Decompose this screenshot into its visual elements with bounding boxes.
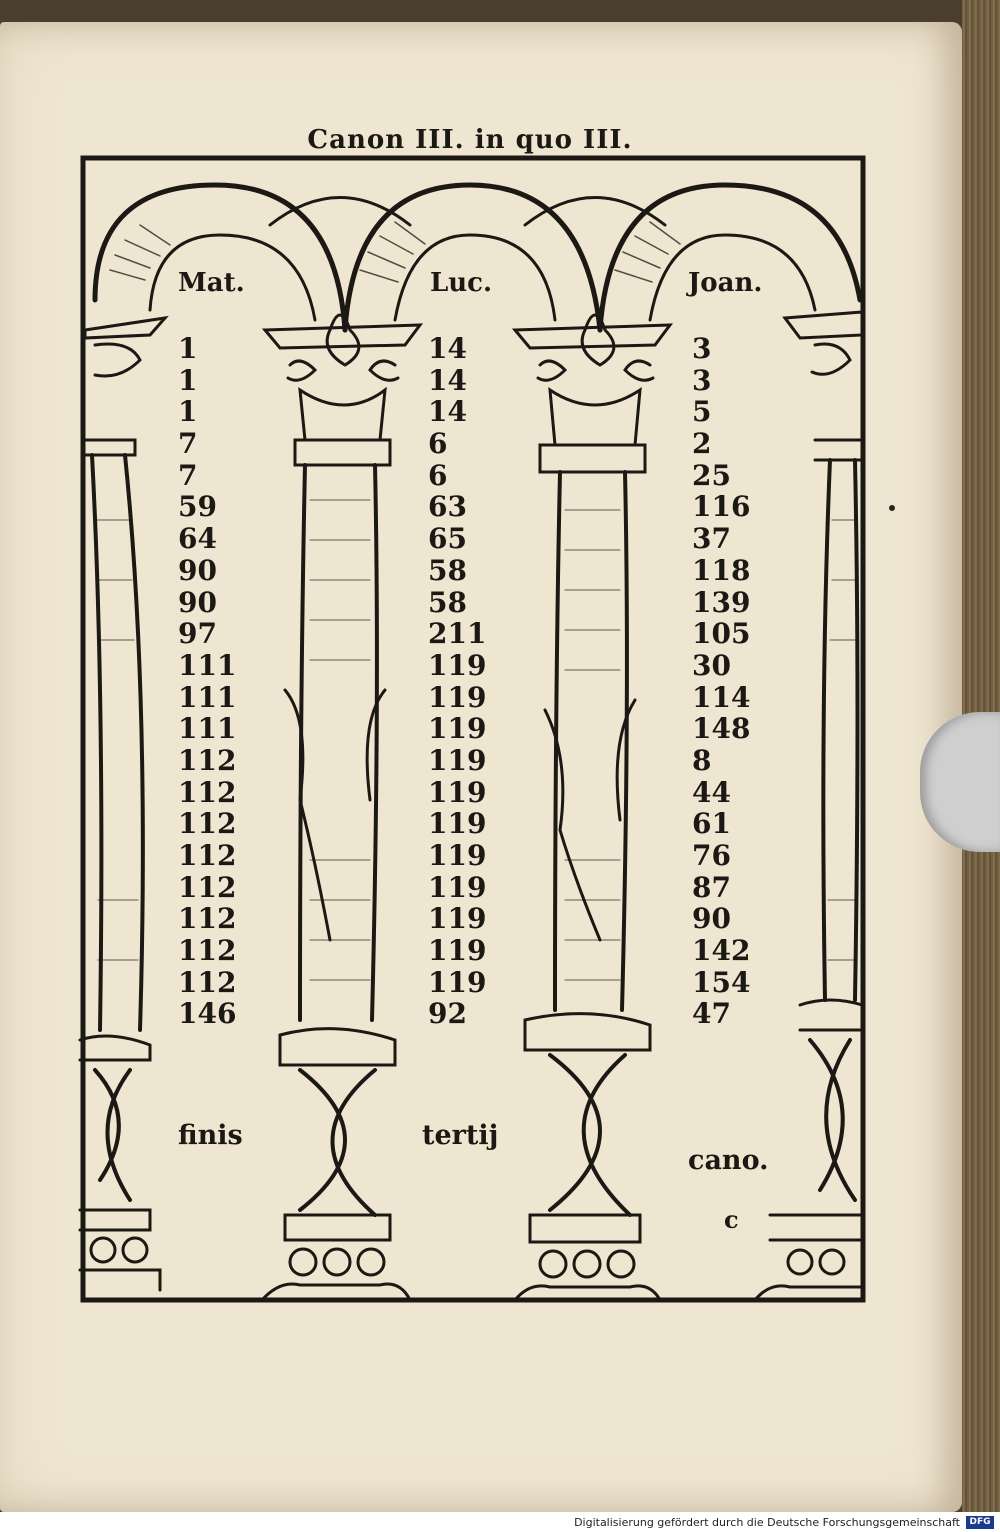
section-number: 118	[692, 553, 751, 587]
column-head-luke: Luc.	[430, 268, 493, 298]
section-number: 112	[178, 839, 237, 872]
section-number: 65	[428, 522, 467, 556]
section-number: 58	[428, 585, 467, 619]
section-number: 139	[692, 585, 751, 619]
section-number: 119	[428, 839, 487, 872]
section-number: 119	[428, 965, 487, 999]
column-numbers-matthew	[178, 333, 236, 1030]
section-number: 14	[428, 395, 467, 429]
column-head-john: Joan.	[688, 268, 763, 298]
section-number: 47	[692, 997, 731, 1031]
section-number: 211	[428, 617, 487, 651]
foot-word-cano: cano.	[688, 1145, 769, 1176]
section-number: 116	[692, 490, 751, 524]
section-number: 111	[178, 680, 237, 714]
section-number: 112	[178, 775, 237, 809]
section-number: 6	[428, 458, 448, 492]
section-number: 119	[428, 743, 487, 777]
section-number: 90	[178, 585, 217, 619]
section-number: 97	[178, 617, 217, 651]
section-number: 25	[692, 458, 731, 492]
section-number: 119	[428, 648, 487, 682]
section-number: 63	[428, 490, 467, 524]
section-number: 2	[692, 427, 712, 461]
section-number: 154	[692, 965, 751, 999]
section-number: 111	[178, 712, 237, 746]
section-number: 58	[428, 553, 467, 587]
section-number: 119	[428, 807, 487, 841]
section-number: 59	[178, 490, 217, 524]
section-number: 142	[692, 934, 751, 968]
column-numbers-john	[692, 333, 750, 1030]
section-number: 112	[178, 965, 237, 999]
section-number: 87	[692, 870, 731, 904]
section-number: 119	[428, 934, 487, 968]
section-number: 119	[428, 902, 487, 936]
section-number: 30	[692, 648, 731, 682]
section-number: 119	[428, 775, 487, 809]
footer-bar	[0, 1512, 1000, 1532]
foot-word-finis: finis	[178, 1120, 243, 1151]
section-number: 112	[178, 934, 237, 968]
section-number: 37	[692, 522, 731, 556]
section-number: 5	[692, 395, 712, 429]
section-number: 61	[692, 807, 731, 841]
dfg-logo: DFG	[966, 1516, 994, 1529]
section-number: 14	[428, 332, 467, 365]
section-number: 111	[178, 648, 237, 682]
section-number: 3	[692, 363, 712, 397]
section-number: 119	[428, 680, 487, 714]
section-number: 114	[692, 680, 751, 714]
section-number: 6	[428, 427, 448, 461]
section-number: 119	[428, 870, 487, 904]
column-numbers-luke	[428, 333, 486, 1030]
section-number: 105	[692, 617, 751, 651]
section-number: 112	[178, 743, 237, 777]
section-number: 44	[692, 775, 731, 809]
section-number: 119	[428, 712, 487, 746]
section-number: 148	[692, 712, 751, 746]
section-number: 1	[178, 363, 198, 397]
section-number: 90	[178, 553, 217, 587]
section-number: 8	[692, 743, 712, 777]
page-title: Canon III. in quo III.	[307, 125, 633, 155]
column-head-matthew: Mat.	[178, 268, 245, 298]
section-number: 1	[178, 332, 198, 365]
section-number: 146	[178, 997, 237, 1031]
section-number: 7	[178, 458, 198, 492]
ink-dot	[889, 505, 895, 511]
signature-mark: c	[724, 1205, 739, 1234]
section-number: 7	[178, 427, 198, 461]
section-number: 14	[428, 363, 467, 397]
footer-credit: Digitalisierung gefördert durch die Deutsche Forschungsgemeinschaft	[574, 1516, 960, 1529]
section-number: 92	[428, 997, 467, 1031]
section-number: 3	[692, 332, 712, 365]
foot-word-tertij: tertij	[422, 1120, 499, 1151]
section-number: 112	[178, 870, 237, 904]
section-number: 90	[692, 902, 731, 936]
section-number: 1	[178, 395, 198, 429]
section-number: 64	[178, 522, 217, 556]
section-number: 76	[692, 839, 731, 872]
section-number: 112	[178, 902, 237, 936]
section-number: 112	[178, 807, 237, 841]
